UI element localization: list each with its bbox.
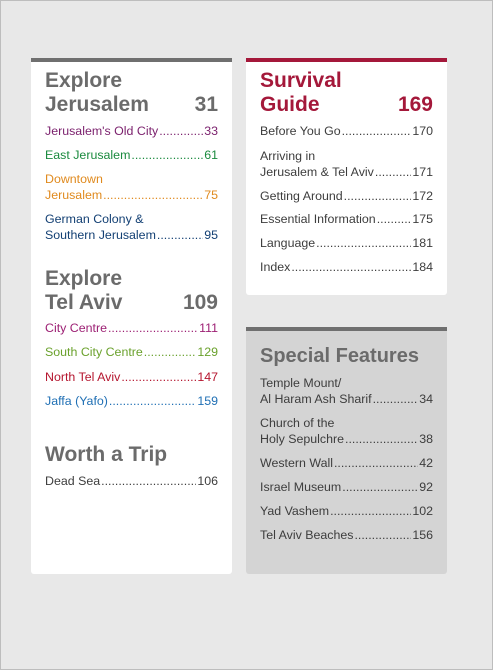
leader-dots (109, 393, 196, 409)
entry-label-line2: Jerusalem (45, 188, 103, 202)
leader-dots (345, 431, 418, 447)
entry-label: Yad Vashem (260, 504, 330, 518)
section-page-number: 169 (397, 93, 433, 116)
leader-dots (342, 479, 418, 495)
toc-entry-language[interactable] (260, 235, 433, 251)
entry-label-line1: Arriving in (260, 149, 316, 163)
section-page-number: 109 (182, 291, 218, 314)
leader-dots (334, 455, 418, 471)
toc-entry-yad-vashem[interactable] (260, 503, 433, 519)
toc-entry-tel-aviv-beaches[interactable] (260, 527, 433, 543)
section-page-number: 31 (194, 93, 218, 116)
entry-label: Essential Information (260, 212, 376, 226)
entry-label: East Jerusalem (45, 148, 131, 162)
toc-entry-north-tel-aviv[interactable] (45, 369, 218, 385)
entry-page: 175 (412, 212, 433, 226)
entry-label: City Centre (45, 321, 107, 335)
leader-dots (159, 123, 203, 139)
toc-entry-jaffa[interactable] (45, 393, 218, 409)
leader-dots (108, 320, 198, 336)
entry-label: North Tel Aviv (45, 370, 121, 384)
entry-label: Tel Aviv Beaches (260, 528, 354, 542)
entry-label: Index (260, 260, 291, 274)
toc-entry-german-colony[interactable] (45, 211, 218, 243)
entry-label-line1: German Colony & (45, 212, 144, 226)
entry-page: 111 (199, 321, 218, 335)
section-heading-explore-tel-aviv[interactable] (45, 267, 218, 315)
leader-dots (342, 123, 412, 139)
leader-dots (375, 164, 411, 180)
entry-label: Western Wall (260, 456, 333, 470)
toc-entry-south-city-centre[interactable] (45, 344, 218, 360)
section-title-line2: Tel Aviv (45, 291, 123, 314)
entry-label-line2: Holy Sepulchre (260, 432, 345, 446)
section-title-line2: Jerusalem (45, 93, 149, 116)
leader-dots (157, 227, 203, 243)
section-title-line1: Survival (260, 69, 342, 92)
toc-entry-jerusalem-old-city[interactable] (45, 123, 218, 139)
leader-dots (377, 211, 412, 227)
leader-dots (103, 187, 203, 203)
entry-label: Before You Go (260, 124, 341, 138)
toc-entry-before-you-go[interactable] (260, 123, 433, 139)
section-title-line1: Explore (45, 69, 123, 92)
entry-label: Israel Museum (260, 480, 342, 494)
leader-dots (373, 391, 419, 407)
entry-page: 172 (412, 189, 433, 203)
entry-label: Jerusalem's Old City (45, 124, 159, 138)
toc-entry-east-jerusalem[interactable] (45, 147, 218, 163)
entry-page: 38 (419, 432, 433, 446)
entry-label: Language (260, 236, 316, 250)
toc-entry-israel-museum[interactable] (260, 479, 433, 495)
entry-page: 181 (412, 236, 433, 250)
leader-dots (121, 369, 196, 385)
card-top-bar (246, 58, 447, 62)
card-top-bar (31, 58, 232, 62)
entry-label-line2: Jerusalem & Tel Aviv (260, 165, 374, 179)
toc-entry-arriving[interactable] (260, 148, 433, 180)
leader-dots (291, 259, 411, 275)
entry-page: 102 (412, 504, 433, 518)
entry-label-line1: Church of the (260, 416, 335, 430)
entry-page: 171 (412, 165, 433, 179)
toc-entry-getting-around[interactable] (260, 188, 433, 204)
special-features-card (246, 327, 447, 574)
leader-dots (131, 147, 203, 163)
leader-dots (316, 235, 411, 251)
toc-entry-dead-sea[interactable] (45, 473, 218, 489)
toc-entry-downtown-jerusalem[interactable] (45, 171, 218, 203)
entry-page: 34 (419, 392, 433, 406)
toc-entry-essential-information[interactable] (260, 211, 433, 227)
entry-page: 33 (204, 124, 218, 138)
entry-label-line2: Southern Jerusalem (45, 228, 156, 242)
section-title: Worth a Trip (45, 443, 168, 466)
entry-page: 156 (412, 528, 433, 542)
entry-page: 129 (197, 345, 218, 359)
section-title-line1: Explore (45, 267, 123, 290)
entry-page: 159 (197, 394, 218, 408)
leader-dots (101, 473, 196, 489)
entry-label: South City Centre (45, 345, 143, 359)
entry-page: 184 (412, 260, 433, 274)
entry-label-line1: Downtown (45, 172, 103, 186)
leader-dots (144, 344, 197, 360)
entry-page: 170 (412, 124, 433, 138)
entry-label: Jaffa (Yafo) (45, 394, 108, 408)
leader-dots (330, 503, 411, 519)
leader-dots (354, 527, 411, 543)
entry-page: 61 (204, 148, 218, 162)
entry-label-line2: Al Haram Ash Sharif (260, 392, 372, 406)
section-title: Special Features (260, 345, 419, 367)
toc-entry-temple-mount[interactable] (260, 375, 433, 407)
explore-card (31, 58, 232, 574)
section-heading-worth-a-trip[interactable] (45, 443, 218, 467)
entry-page: 95 (204, 228, 218, 242)
toc-entry-holy-sepulchre[interactable] (260, 415, 433, 447)
section-heading-special-features[interactable] (260, 344, 433, 368)
entry-label: Getting Around (260, 189, 343, 203)
section-title-line2: Guide (260, 93, 320, 116)
entry-page: 147 (197, 370, 218, 384)
entry-page: 75 (204, 188, 218, 202)
toc-entry-western-wall[interactable] (260, 455, 433, 471)
leader-dots (344, 188, 412, 204)
toc-entry-city-centre[interactable] (45, 320, 218, 336)
section-heading-survival-guide[interactable] (260, 69, 433, 117)
entry-label-line1: Temple Mount/ (260, 376, 342, 390)
entry-page: 106 (197, 474, 218, 488)
section-heading-explore-jerusalem[interactable] (45, 69, 218, 117)
toc-entry-index[interactable] (260, 259, 433, 275)
entry-page: 42 (419, 456, 433, 470)
survival-guide-card (246, 58, 447, 295)
entry-page: 92 (419, 480, 433, 494)
entry-label: Dead Sea (45, 474, 101, 488)
card-top-bar (246, 327, 447, 331)
